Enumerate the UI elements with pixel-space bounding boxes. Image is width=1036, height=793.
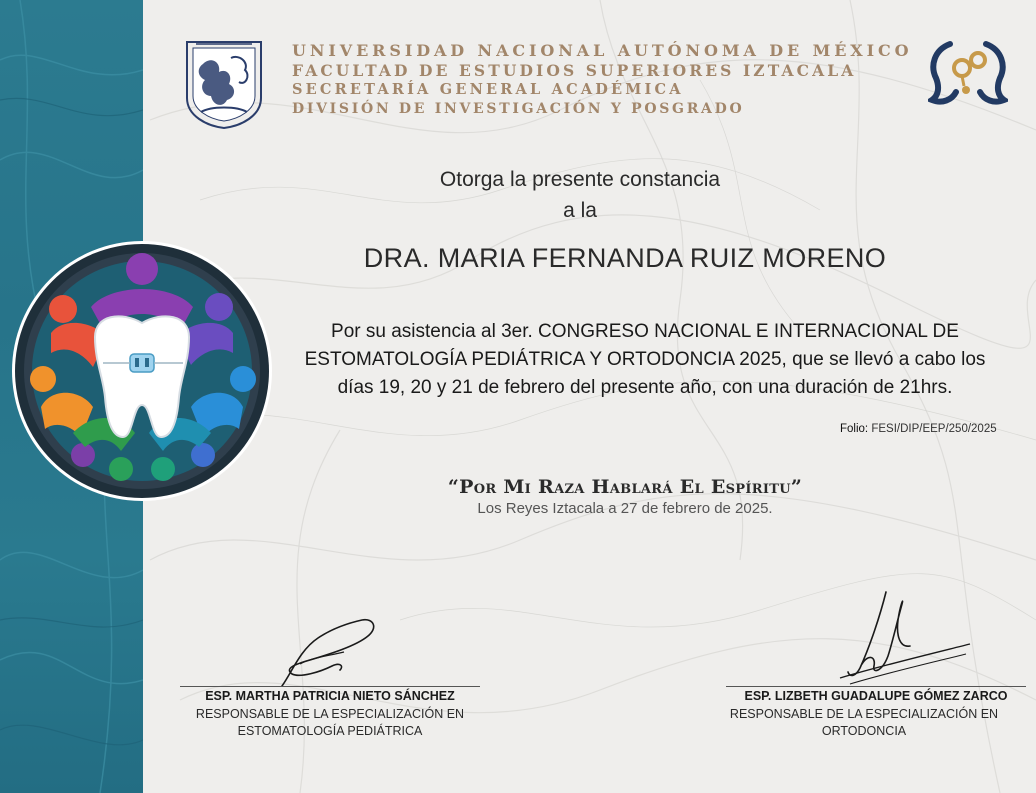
institution-heading: [292, 41, 912, 119]
signature-1-image: [270, 614, 390, 694]
folio: [840, 423, 997, 435]
signatory-2-role: [696, 706, 1032, 740]
university-motto: “Por Mi Raza Hablará El Espíritu”: [447, 476, 803, 498]
faculty-name: FACULTAD DE ESTUDIOS SUPERIORES IZTACALA: [292, 60, 857, 80]
signatory-1-role-line-2: ESTOMATOLOGÍA PEDIÁTRICA: [237, 724, 423, 738]
unam-crest-icon: [181, 36, 267, 130]
division-name: DIVISIÓN DE INVESTIGACIÓN Y POSGRADO: [292, 100, 745, 117]
certificate-body: Por su asistencia al 3er. CONGRESO NACIONAL E INTERNACIONAL DE ESTOMATOLOGÍA PEDIÁTRICA Y ORTODONCIA 2025, que se llevó a cabo los días 19, 20 y 21 de febrero del presente año, con una duración de 21hrs.: [304, 321, 986, 398]
intro-line-2: a la: [563, 199, 597, 222]
signature-2-image: [830, 586, 980, 696]
recipient-name: DRA. MARIA FERNANDA RUIZ MORENO: [363, 243, 887, 273]
congress-tooth-badge-icon: [11, 237, 273, 505]
university-name: UNIVERSIDAD NACIONAL AUTÓNOMA DE MÉXICO: [292, 41, 913, 60]
place-date: Los Reyes Iztacala a 27 de febrero de 2025.: [477, 500, 773, 517]
signatory-2-role-line-2: ORTODONCIA: [821, 724, 907, 738]
signatory-1-role-line-1: RESPONSABLE DE LA ESPECIALIZACIÓN EN: [195, 707, 465, 721]
signatory-2-role-line-1: RESPONSABLE DE LA ESPECIALIZACIÓN EN: [729, 707, 999, 721]
intro-line-1: Otorga la presente constancia: [439, 168, 721, 191]
folio-value: FESI/DIP/EEP/250/2025: [871, 423, 997, 435]
signatory-1-role: [150, 706, 510, 740]
folio-label: Folio:: [840, 423, 869, 435]
signatory-2-name: ESP. LIZBETH GUADALUPE GÓMEZ ZARCO: [744, 689, 1008, 703]
secretariat-name: SECRETARÍA GENERAL ACADÉMICA: [292, 81, 684, 98]
dip-logo-icon: [928, 38, 1008, 108]
signature-line-1: [180, 686, 480, 687]
signature-line-2: [726, 686, 1026, 687]
signatory-1-name: ESP. MARTHA PATRICIA NIETO SÁNCHEZ: [205, 689, 455, 703]
